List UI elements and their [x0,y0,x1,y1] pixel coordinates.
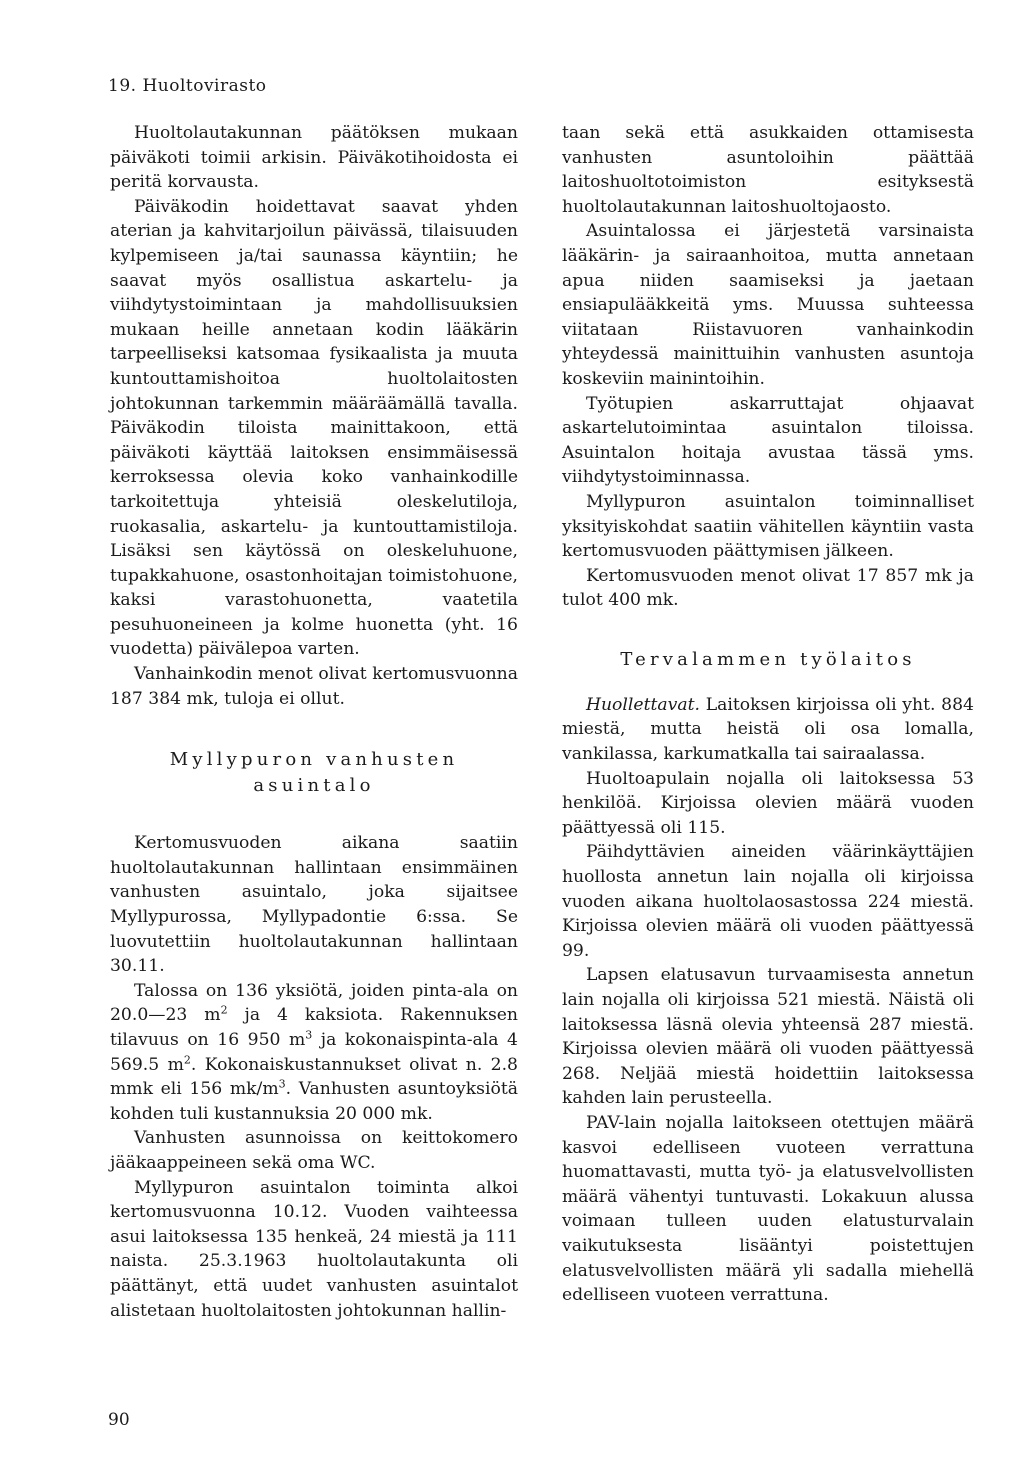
section-title-line: Myllypuron vanhusten [169,749,459,771]
text-run: . Kokonaiskustannukset olivat n. 2.8 mmk eli 156 mk/m [110,1054,518,1100]
italic-lead: Huollettavat. [586,694,700,715]
section-title [562,647,974,673]
paragraph: Kertomusvuoden aikana saatiin huoltolautakunnan hallintaan ensimmäinen vanhusten asuintalo, joka sijaitsee Myllypurossa, Myllypadontie 6:ssa. Se luovutettiin huoltolautakunnan hallintaan 30.11. [110,833,518,977]
paragraph: Lapsen elatusavun turvaamisesta annetun lain nojalla oli kirjoissa 521 miestä. Näistä oli laitoksessa läsnä olevia yhteensä 287 miestä. Kirjoissa olevien määrä oli vuoden päättyessä 268. Neljää miestä hoidettiin laitoksessa kahden lain perusteella. [562,965,974,1109]
paragraph: taan sekä että asukkaiden ottamisesta vanhusten asuntoloihin päättää laitoshuoltotoimiston esityksestä huoltolautakunnan laitoshuoltojaosto. [562,123,974,217]
superscript: 2 [183,1052,191,1066]
paragraph: Asuintalossa ei järjestetä varsinaista lääkärin- ja sairaanhoitoa, mutta annetaan apua niiden saamiseksi ja jaetaan ensiapulääkkeitä yms. Muussa suhteessa viitataan Riistavuoren vanhainkodin yhteydessä mainittuihin vanhusten asuntoja koskeviin mainintoihin. [562,221,974,389]
paragraph: PAV-lain nojalla laitokseen otettujen määrä kasvoi edelliseen vuoteen verrattuna huomattavasti, mutta työ- ja elatusvelvollisten määrä vähentyi tuntuvasti. Lokakuun alussa voimaan tulleen uuden elatusturvalain vaikutuksesta lisääntyi poistettujen elatusvelvollisten määrä yli sadalla miehellä edelliseen vuoteen verrattuna. [562,1112,974,1306]
paragraph: Kertomusvuoden menot olivat 17 857 mk ja tulot 400 mk. [562,565,974,611]
paragraph: Huoltolautakunnan päätöksen mukaan päiväkoti toimii arkisin. Päiväkotihoidosta ei peritä korvausta. [110,123,518,193]
paragraph: Työtupien askarruttajat ohjaavat askartelutoimintaa asuintalon tiloissa. Asuintalon hoitaja avustaa tässä yms. viihdytystoiminnassa. [562,393,974,488]
page-number: 90 [108,1410,130,1430]
paragraph: Vanhusten asunnoissa on keittokomero jääkaappeineen sekä oma WC. [110,1128,518,1173]
text-run: Talossa on 136 yksiötä, joiden pinta-ala on 20.0—23 m [110,980,518,1026]
section-title [110,747,518,799]
superscript: 3 [305,1028,313,1042]
paragraph [562,693,974,767]
running-head: 19. Huoltovirasto [108,76,267,96]
paragraph [110,979,518,1127]
right-column [562,121,974,1308]
paragraph: Vanhainkodin menot olivat kertomusvuonna 187 384 mk, tuloja ei ollut. [110,664,518,709]
paragraph: Myllypuron asuintalon toiminta alkoi kertomusvuonna 10.12. Vuoden vaihteessa asui laitoksessa 135 henkeä, 24 miestä ja 111 naista. 25.3.1963 huoltolautakunta oli päättänyt, että uudet vanhusten asuintalot alistetaan huoltolaitosten johtokunnan hallin- [110,1177,518,1321]
text-run: ja 4 kaksiota. Rakennuksen tilavuus on 16 950 m [110,1005,519,1050]
text-run: ja kokonaispinta-ala 4 569.5 m [110,1030,518,1075]
text-run: Laitoksen kirjoissa oli yht. 884 miestä, mutta heistä oli osa lomalla, vankilassa, karkumatkalla tai sairaalassa. [562,694,974,765]
section-title-line: asuintalo [253,775,375,797]
paragraph: Päihdyttävien aineiden väärinkäyttäjien huollosta annetun lain nojalla oli kirjoissa vuoden aikana huoltolaosastossa 224 miestä. Kirjoissa olevien määrä oli vuoden päättyessä 99. [562,842,974,961]
paragraph: Huoltoapulain nojalla oli laitoksessa 53 henkilöä. Kirjoissa olevien määrä vuoden päättyessä oli 115. [562,768,974,838]
section-title-line: Tervalammen työlaitos [620,648,916,670]
left-column [110,121,518,1323]
paragraph: Myllypuron asuintalon toiminnalliset yksityiskohdat saatiin vähitellen käyntiin vasta kertomusvuoden päättymisen jälkeen. [562,491,974,562]
text-run: . Vanhusten asuntoyksiötä kohden tuli kustannuksia 20 000 mk. [110,1079,518,1124]
superscript: 3 [278,1077,286,1091]
paragraph: Päiväkodin hoidettavat saavat yhden aterian ja kahvitarjoilun päivässä, tilaisuuden kylpemiseen ja/tai saunassa käyntiin; he saavat myös osallistua askartelu- ja viihdytystoimintaan ja mahdollisuuksien mukaan heille annetaan kodin lääkärin tarpeelliseksi katsomaa fysikaalista ja muuta kuntouttamishoitoa huoltolaitosten johtokunnan tarkemmin määräämällä tavalla. Päiväkodin tiloista mainittakoon, että päiväkoti käyttää laitoksen ensimmäisessä kerroksessa olevia koko vanhainkodille tarkoitettuja yhteisiä oleskelutiloja, ruokasalia, askartelu- ja kuntouttamistiloja. Lisäksi sen käytössä on oleskeluhuone, tupakkahuone, osastonhoitajan toimistohuone, kaksi varastohuonetta, vaatetila pesuhuoneineen ja kolme huonetta (yht. 16 vuodetta) päivälepoa varten. [110,196,518,660]
superscript: 2 [220,1003,228,1017]
